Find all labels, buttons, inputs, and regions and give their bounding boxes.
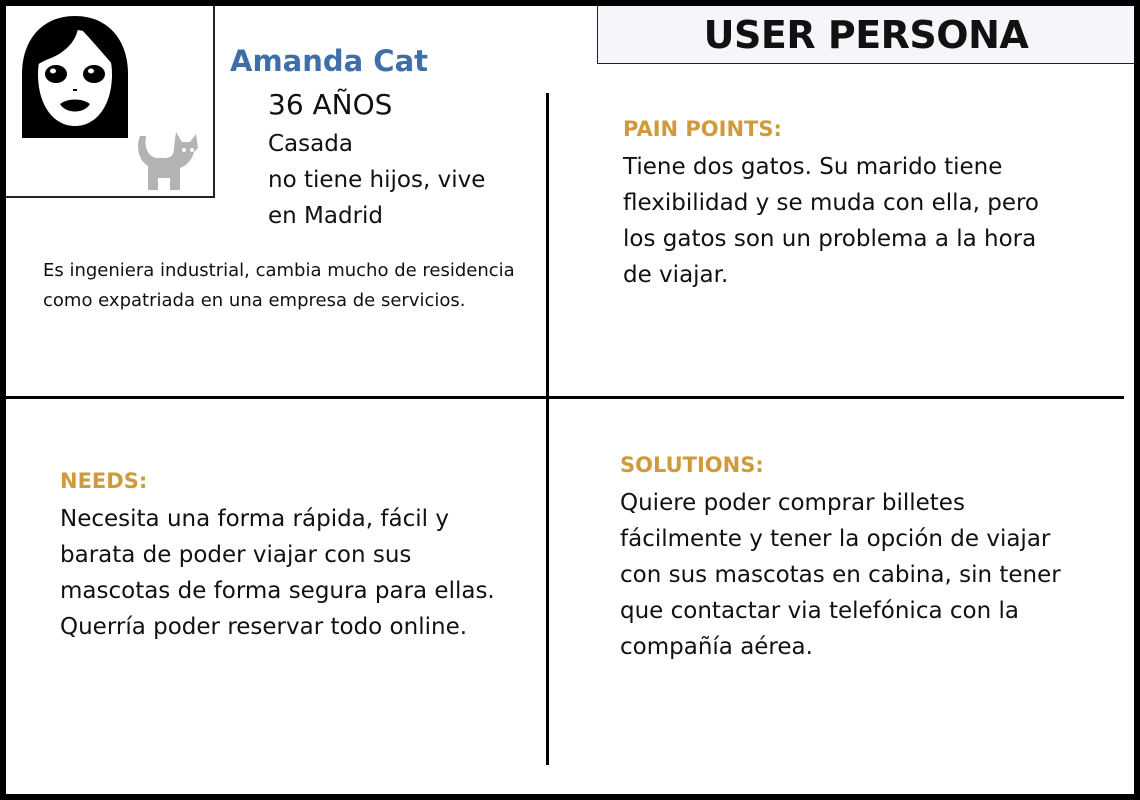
needs-label: NEEDS: — [60, 469, 148, 493]
persona-detail-status: Casada — [268, 131, 353, 157]
solutions-label: SOLUTIONS: — [620, 453, 764, 477]
persona-name: Amanda Cat — [230, 44, 429, 78]
title-banner — [597, 6, 1134, 64]
persona-age: 36 AÑOS — [268, 88, 393, 121]
needs-text: Necesita una forma rápida, fácil y barata de poder viajar con sus mascotas de forma segura para ellas. Querría poder reservar todo online. — [60, 506, 495, 640]
pain-points-text: Tiene dos gatos. Su marido tiene flexibilidad y se muda con ella, pero los gatos son un problema a la hora de viajar. — [623, 154, 1039, 288]
horizontal-divider — [6, 396, 1124, 399]
persona-detail-location: en Madrid — [268, 203, 384, 229]
page-title: USER PERSONA — [703, 12, 1029, 57]
cat-icon — [134, 126, 206, 194]
persona-detail-family: no tiene hijos, vive — [268, 167, 486, 193]
avatar-panel — [6, 6, 215, 198]
woman-avatar-icon — [16, 14, 134, 138]
pain-points-label: PAIN POINTS: — [623, 117, 782, 141]
solutions-text: Quiere poder comprar billetes fácilmente y tener la opción de viajar con sus mascotas en cabina, sin tener que contactar via telefónica con la compañía aérea. — [620, 490, 1061, 660]
persona-bio: Es ingeniera industrial, cambia mucho de residencia como expatriada en una empresa de servicios. — [43, 260, 515, 311]
vertical-divider — [546, 93, 549, 765]
